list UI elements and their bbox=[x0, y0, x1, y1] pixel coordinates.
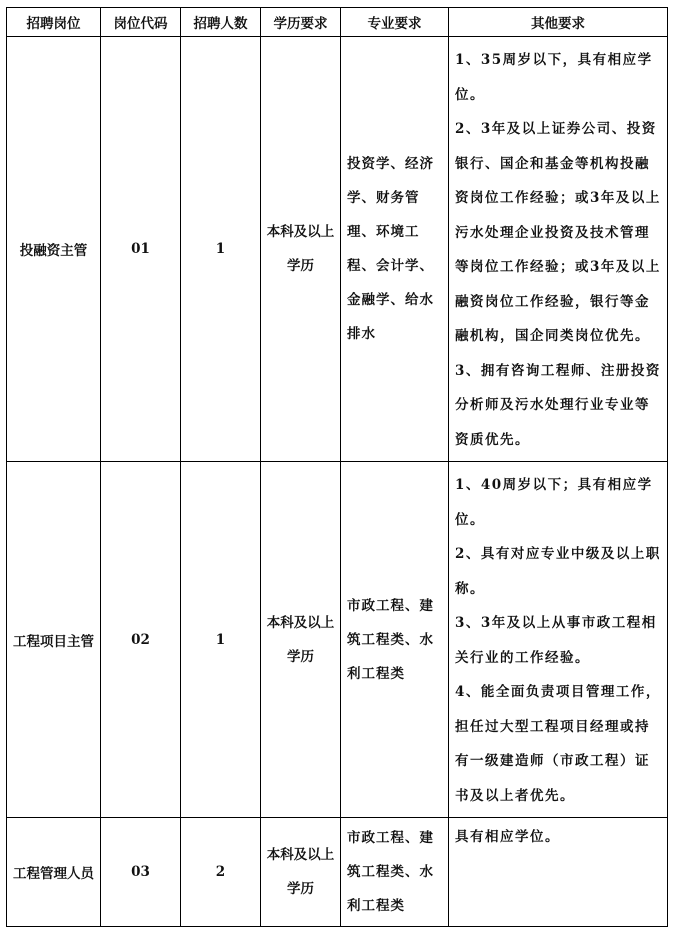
cell-other bbox=[449, 462, 668, 818]
other-item: 3、3年及以上从事市政工程相关行业的工作经验。 bbox=[455, 615, 657, 666]
cell-education: 本科及以上学历 bbox=[261, 818, 341, 927]
table-row bbox=[7, 37, 668, 462]
cell-code: 02 bbox=[101, 462, 181, 818]
header-position: 招聘岗位 bbox=[7, 8, 101, 37]
cell-count: 1 bbox=[181, 462, 261, 818]
table-row bbox=[7, 818, 668, 927]
cell-major: 市政工程、建筑工程类、水利工程类 bbox=[341, 818, 449, 927]
other-item: 2、3年及以上证券公司、投资银行、国企和基金等机构投融资岗位工作经验；或3年及以上污水处理企业投资及技术管理等岗位工作经验；或3年及以上融资岗位工作经验，银行等金融机构，国企同类岗位优先。 bbox=[455, 121, 661, 344]
cell-education: 本科及以上学历 bbox=[261, 462, 341, 818]
cell-count: 1 bbox=[181, 37, 261, 462]
cell-position: 工程项目主管 bbox=[7, 462, 101, 818]
header-row bbox=[7, 8, 668, 37]
cell-code: 03 bbox=[101, 818, 181, 927]
cell-major: 投资学、经济学、财务管理、环境工程、会计学、金融学、给水排水 bbox=[341, 37, 449, 462]
other-item: 1、40周岁以下；具有相应学位。 bbox=[455, 477, 653, 528]
cell-other bbox=[449, 37, 668, 462]
cell-education: 本科及以上学历 bbox=[261, 37, 341, 462]
header-other: 其他要求 bbox=[449, 8, 668, 37]
other-item: 2、具有对应专业中级及以上职称。 bbox=[455, 546, 661, 597]
recruitment-table bbox=[6, 7, 668, 927]
other-item: 1、35周岁以下，具有相应学位。 bbox=[455, 52, 653, 103]
header-education: 学历要求 bbox=[261, 8, 341, 37]
table-header bbox=[7, 8, 668, 37]
recruitment-document bbox=[6, 7, 667, 927]
header-count: 招聘人数 bbox=[181, 8, 261, 37]
cell-code: 01 bbox=[101, 37, 181, 462]
cell-position: 工程管理人员 bbox=[7, 818, 101, 927]
cell-count: 2 bbox=[181, 818, 261, 927]
header-major: 专业要求 bbox=[341, 8, 449, 37]
cell-other bbox=[449, 818, 668, 927]
table-row bbox=[7, 462, 668, 818]
other-item: 4、能全面负责项目管理工作，担任过大型工程项目经理或持有一级建造师（市政工程）证书及以上者优先。 bbox=[455, 684, 661, 804]
cell-position: 投融资主管 bbox=[7, 37, 101, 462]
other-item: 3、拥有咨询工程师、注册投资分析师及污水处理行业专业等资质优先。 bbox=[455, 362, 661, 448]
cell-major: 市政工程、建筑工程类、水利工程类 bbox=[341, 462, 449, 818]
header-code: 岗位代码 bbox=[101, 8, 181, 37]
other-item: 具有相应学位。 bbox=[455, 829, 560, 845]
